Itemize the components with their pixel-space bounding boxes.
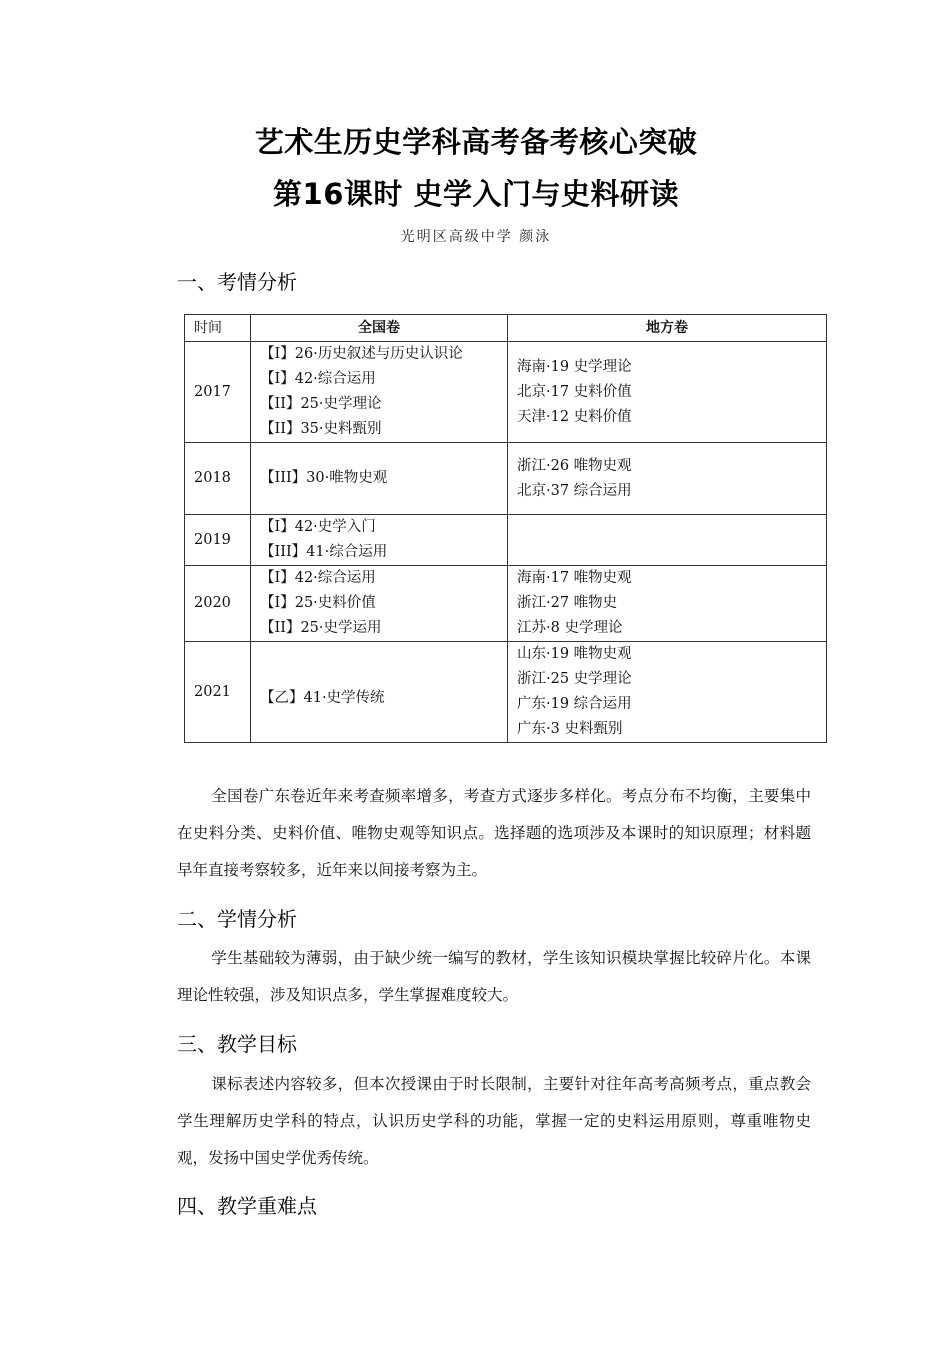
- table-row: [185, 342, 827, 443]
- lesson-title: 第16课时 史学入门与史料研读: [273, 177, 679, 211]
- section-heading-key-difficulties: 四、教学重难点: [177, 1194, 317, 1218]
- student-analysis-paragraph: [177, 940, 811, 1014]
- table-header-year: 时间: [185, 315, 251, 342]
- local-item: 浙江·27 唯物史: [517, 595, 618, 611]
- local-item: 山东·19 唯物史观: [517, 646, 632, 662]
- local-item: 浙江·25 史学理论: [517, 671, 632, 687]
- table-cell-national: [251, 515, 508, 566]
- local-item: 北京·17 史料价值: [517, 383, 632, 400]
- table-cell-year: 2019: [185, 515, 251, 566]
- national-item: 【III】41·综合运用: [260, 544, 388, 560]
- table-cell-year: 2018: [185, 443, 251, 515]
- national-item: 【I】42·史学入门: [260, 519, 376, 535]
- local-item: 海南·19 史学理论: [517, 358, 632, 375]
- teaching-goals-text: 课标表述内容较多，但本次授课由于时长限制，主要针对往年高考高频考点，重点教会学生理解历史学科的特点，认识历史学科的功能，掌握一定的史料运用原则，尊重唯物史观，发扬中国史学优秀传统。: [177, 1075, 811, 1167]
- teaching-goals-paragraph: [177, 1066, 811, 1177]
- national-item: 【I】42·综合运用: [260, 371, 376, 387]
- local-item: 江苏·8 史学理论: [517, 620, 623, 636]
- table-cell-national: [251, 566, 508, 642]
- local-item: 海南·17 唯物史观: [517, 570, 632, 586]
- national-item: 【I】42·综合运用: [260, 570, 376, 586]
- national-item: 【I】26·历史叙述与历史认识论: [260, 346, 463, 362]
- student-analysis-text: 学生基础较为薄弱，由于缺少统一编写的教材，学生该知识模块掌握比较碎片化。本课理论性较强，涉及知识点多，学生掌握难度较大。: [177, 949, 811, 1004]
- local-item: 天津·12 史料价值: [517, 408, 632, 425]
- section-heading-student-analysis: 二、学情分析: [177, 907, 297, 931]
- table-header-local: 地方卷: [508, 315, 827, 342]
- exam-analysis-text: 全国卷广东卷近年来考查频率增多，考查方式逐步多样化。考点分布不均衡，主要集中在史料分类、史料价值、唯物史观等知识点。选择题的选项涉及本课时的知识原理；材料题早年直接考察较多，近年来以间接考察为主。: [177, 787, 811, 879]
- table-cell-local: [508, 642, 827, 743]
- national-item: 【II】25·史学理论: [260, 396, 382, 412]
- exam-analysis-table: [184, 314, 827, 743]
- table-cell-national: [251, 443, 508, 515]
- national-item: 【III】30·唯物史观: [260, 470, 388, 486]
- local-item: 浙江·26 唯物史观: [517, 457, 632, 474]
- table-header-row: [185, 315, 827, 342]
- exam-analysis-paragraph: [177, 778, 811, 889]
- section-heading-exam-analysis: 一、考情分析: [177, 270, 297, 294]
- table-row: [185, 515, 827, 566]
- table-header-national: 全国卷: [251, 315, 508, 342]
- local-item: 广东·3 史料甄别: [517, 721, 623, 737]
- document-title: 艺术生历史学科高考备考核心突破: [254, 125, 698, 159]
- table-cell-national: [251, 642, 508, 743]
- table-cell-local: [508, 342, 827, 443]
- table-cell-year: 2021: [185, 642, 251, 743]
- national-item: 【I】25·史料价值: [260, 595, 376, 611]
- table-row: [185, 566, 827, 642]
- table-cell-local: [508, 443, 827, 515]
- section-heading-teaching-goals: 三、教学目标: [177, 1032, 297, 1056]
- table-cell-year: 2020: [185, 566, 251, 642]
- local-item: 北京·37 综合运用: [517, 482, 632, 499]
- local-item: 广东·19 综合运用: [517, 696, 632, 712]
- author-line: 光明区高级中学 颜泳: [400, 229, 552, 245]
- table-cell-national: [251, 342, 508, 443]
- table-row: [185, 642, 827, 743]
- national-item: 【II】35·史料甄别: [260, 421, 382, 437]
- national-item: 【II】25·史学运用: [260, 620, 382, 636]
- national-item: 【乙】41·史学传统: [260, 690, 385, 706]
- table-cell-year: 2017: [185, 342, 251, 443]
- table-row: [185, 443, 827, 515]
- table-cell-local: [508, 515, 827, 566]
- table-cell-local: [508, 566, 827, 642]
